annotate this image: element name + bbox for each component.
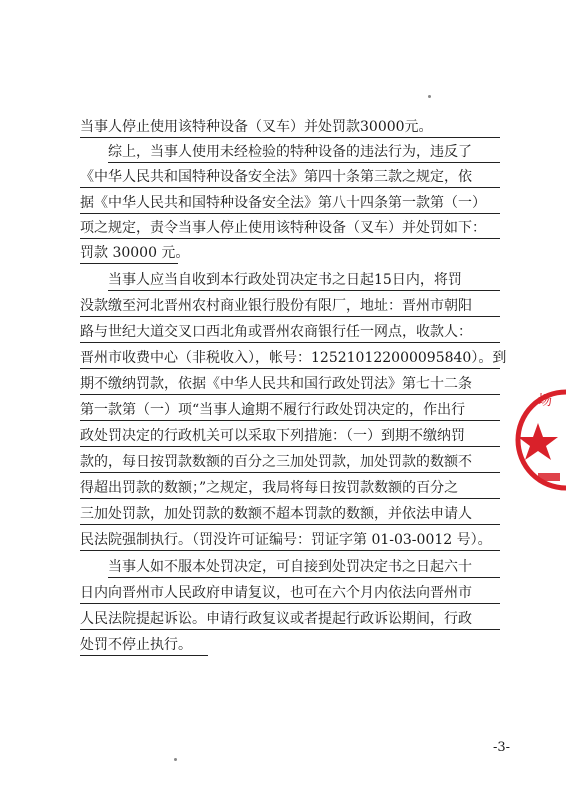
seal-text: 场 xyxy=(538,393,552,409)
text-line: 项之规定，责令当事人停止使用该特种设备（叉车）并处罚如下： xyxy=(80,219,500,239)
text-line: 路与世纪大道交叉口西北角或晋州农商银行任一网点，收款人： xyxy=(80,323,500,343)
seal-graphic xyxy=(504,385,566,495)
text-line: 晋州市收费中心（非税收入），帐号：125210122000095840）。到 xyxy=(80,349,500,369)
text-line: 当事人如不服本处罚决定，可自接到处罚决定书之日起六十 xyxy=(108,558,500,578)
page-number: -3- xyxy=(492,740,510,755)
text-line: 人民法院提起诉讼。申请行政复议或者提起行政诉讼期间，行政 xyxy=(80,610,500,630)
text-line: 款的，每日按罚款数额的百分之三加处罚款，加处罚款的数额不 xyxy=(80,453,500,473)
scan-speck xyxy=(174,758,177,761)
text-line: 第一款第（一）项“当事人逾期不履行行政处罚决定的，作出行 xyxy=(80,401,500,421)
official-seal xyxy=(504,385,566,495)
text-line: 政处罚决定的行政机关可以采取下列措施：（一）到期不缴纳罚 xyxy=(80,427,500,447)
text-line: 当事人应当自收到本行政处罚决定书之日起15日内，将罚 xyxy=(108,271,500,291)
text-line: 没款缴至河北晋州农村商业银行股份有限厂，地址：晋州市朝阳 xyxy=(80,297,500,317)
text-line: 当事人停止使用该特种设备（叉车）并处罚款30000元。 xyxy=(80,118,500,138)
scan-speck xyxy=(428,95,431,98)
text-line: 《中华人民共和国特种设备安全法》第四十条第三款之规定，依 xyxy=(80,168,500,188)
seal-star-icon xyxy=(518,423,558,460)
text-line: 罚款 30000 元。 xyxy=(80,244,178,264)
text-line: 三加处罚款，加处罚款的数额不超本罚款的数额，并依法申请人 xyxy=(80,505,500,525)
text-line: 处罚不停止执行。 xyxy=(80,636,208,656)
text-line: 综上，当事人使用未经检验的特种设备的违法行为，违反了 xyxy=(108,143,500,163)
text-line: 日内向晋州市人民政府申请复议，也可在六个月内依法向晋州市 xyxy=(80,584,500,604)
text-line: 得超出罚款的数额；”之规定，我局将每日按罚款数额的百分之 xyxy=(80,479,500,499)
text-line: 期不缴纳罚款，依据《中华人民共和国行政处罚法》第七十二条 xyxy=(80,375,500,395)
text-line: 民法院强制执行。（罚没许可证编号：罚证字第 01-03-0012 号）。 xyxy=(80,531,500,551)
text-line: 据《中华人民共和国特种设备安全法》第八十四条第一款第（一） xyxy=(80,194,500,214)
